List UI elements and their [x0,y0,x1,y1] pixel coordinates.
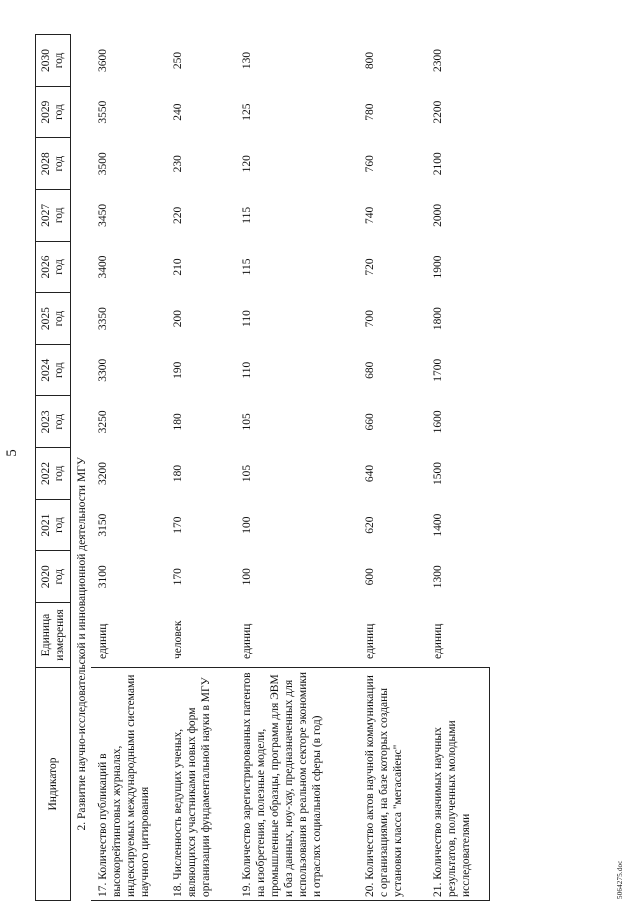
value-cell: 120 [241,155,253,173]
value-cell: 190 [172,361,184,379]
value-cell: 180 [172,464,184,483]
header-year: 2025 год [36,293,71,345]
indicator-cell: 21. Количество значимых научных результатов, полученных молодыми исследователями [426,668,490,901]
indicator-cell: 18. Численность ведущих ученых, являющихся участниками новых форм организации фундаментальной науки в МГУ [166,668,235,901]
value-cell: 760 [364,155,376,173]
value-cell: 1500 [432,461,444,485]
header-indicator: Индикатор [36,668,71,901]
value-cell: 1900 [432,255,444,279]
value-cell: 1600 [432,410,444,434]
value-cell: 170 [172,516,184,534]
value-cell: 110 [241,361,253,379]
value-cell: 1300 [432,565,444,589]
indicator-cell: 19. Количество зарегистрированных патентов на изобретения, полезные модели, промышленные образцы, программ для ЭВМ и баз данных, ноу-хау, предназначенных для использования в реальном секторе экономики и отраслях социальной сферы (в год) [235,668,358,901]
unit-cell: единиц [97,623,109,659]
indicator-cell: 20. Количество актов научной коммуникации с организациями, на базе которых созданы установки класса "мегасайенс" [358,668,426,901]
value-cell: 130 [241,51,253,70]
document-id: 5064275.doc [616,860,624,899]
header-year: 2027 год [36,190,71,242]
unit-cell: единиц [241,623,253,659]
value-cell: 105 [241,413,253,431]
value-cell: 100 [241,568,253,586]
table-row [426,35,490,901]
value-cell: 3500 [97,152,109,176]
value-cell: 105 [241,464,253,483]
value-cell: 2000 [432,203,444,227]
unit-cell: единиц [364,623,376,659]
value-cell: 200 [172,309,184,328]
value-cell: 110 [241,310,253,327]
value-cell: 680 [364,361,376,379]
value-cell: 250 [172,51,184,70]
value-cell: 1800 [432,307,444,331]
header-year: 2030 год [36,35,71,87]
table-row [91,35,166,901]
header-year: 2026 год [36,241,71,293]
value-cell: 210 [172,258,184,276]
header-year: 2024 год [36,344,71,396]
header-year: 2020 год [36,551,71,603]
value-cell: 1400 [432,513,444,537]
value-cell: 720 [364,258,376,276]
header-unit: Единица измерения [36,603,71,668]
value-cell: 1700 [432,358,444,382]
value-cell: 3150 [97,513,109,537]
value-cell: 3550 [97,100,109,124]
value-cell: 3100 [97,565,109,589]
table-row [358,35,426,901]
value-cell: 230 [172,155,184,173]
value-cell: 115 [241,206,253,224]
header-year: 2029 год [36,86,71,138]
section-row [71,35,92,901]
unit-cell: единиц [432,623,444,659]
value-cell: 3200 [97,461,109,485]
value-cell: 2100 [432,152,444,176]
indicator-cell: 17. Количество публикаций в высокорейтинговых журналах, индексируемых международными системами научного цитирования [91,668,166,901]
value-cell: 3450 [97,203,109,227]
value-cell: 100 [241,516,253,534]
value-cell: 2200 [432,100,444,124]
value-cell: 660 [364,413,376,431]
section-title: 2. Развитие научно-исследовательской и инновационной деятельности МГУ [76,457,88,831]
value-cell: 3300 [97,358,109,382]
header-year: 2028 год [36,138,71,190]
table-row [235,35,358,901]
value-cell: 170 [172,568,184,586]
header-year: 2021 год [36,499,71,551]
value-cell: 620 [364,516,376,534]
value-cell: 180 [172,413,184,431]
value-cell: 600 [364,568,376,586]
table-row [166,35,235,901]
value-cell: 780 [364,103,376,121]
value-cell: 800 [364,51,376,70]
value-cell: 3350 [97,307,109,331]
value-cell: 3600 [97,48,109,72]
value-cell: 640 [364,464,376,483]
unit-cell: человек [172,620,184,659]
indicators-table [35,34,490,901]
value-cell: 3250 [97,410,109,434]
header-year: 2022 год [36,448,71,500]
value-cell: 700 [364,309,376,328]
value-cell: 2300 [432,48,444,72]
value-cell: 240 [172,103,184,121]
value-cell: 115 [241,258,253,276]
value-cell: 3400 [97,255,109,279]
page-number: 5 [4,449,20,457]
value-cell: 220 [172,206,184,224]
header-row [36,35,71,901]
value-cell: 125 [241,103,253,121]
header-year: 2023 год [36,396,71,448]
value-cell: 740 [364,206,376,224]
